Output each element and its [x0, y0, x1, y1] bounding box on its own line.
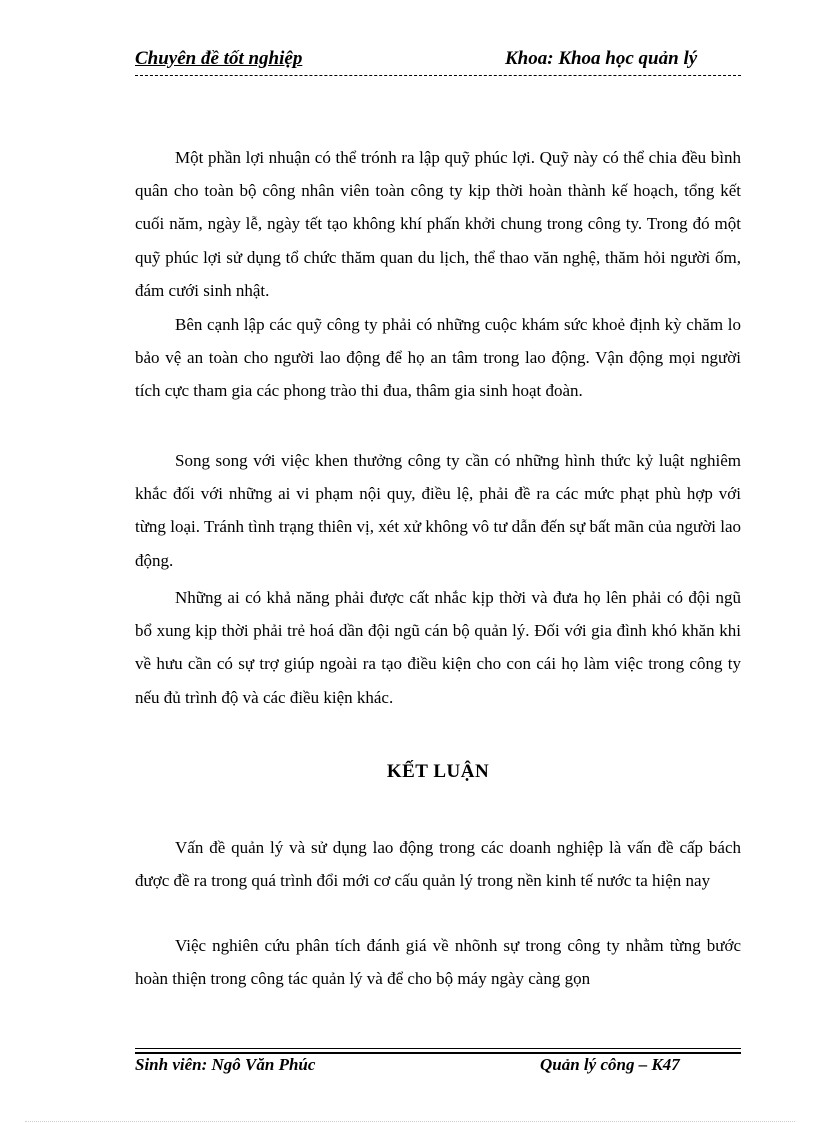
body-paragraph-1: Một phần lợi nhuận có thể trónh ra lập quỹ phúc lợi. Quỹ này có thể chia đều bình quân cho toàn bộ công nhân viên toàn công ty kịp thời hoàn thành kế hoạch, tổng kết cuối năm, ngày lễ, ngày tết tạo không khí phấn khởi chung trong công ty. Trong đó một quỹ phúc lợi sử dụng tổ chức thăm quan du lịch, thể thao văn nghệ, thăm hỏi người ốm, đám cưới sinh nhật.	[135, 148, 741, 300]
page-footer	[135, 1055, 741, 1079]
footer-student-name: Sinh viên: Ngô Văn Phúc	[135, 1055, 316, 1074]
header-document-title: Chuyên đề tốt nghiệp	[135, 48, 303, 69]
footer-divider-thin	[135, 1048, 741, 1049]
conclusion-paragraph-1: Vấn đề quản lý và sử dụng lao động trong các doanh nghiệp là vấn đề cấp bách được đề ra trong quá trình đổi mới cơ cấu quản lý trong nền kinh tế nước ta hiện nay	[135, 838, 741, 891]
header-faculty: Khoa: Khoa học quản lý	[505, 48, 698, 69]
page-bottom-edge	[25, 1121, 795, 1122]
body-paragraph-4: Những ai có khả năng phải được cất nhắc kịp thời và đưa họ lên phải có đội ngũ bổ xung kịp thời phải trẻ hoá dần đội ngũ cán bộ quản lý. Đối với gia đình khó khăn khi về hưu cần có sự trợ giúp ngoài ra tạo điều kiện cho con cái họ làm việc trong công ty nếu đủ trình độ và các điều kiện khác.	[135, 588, 741, 707]
conclusion-paragraph-2: Việc nghiên cứu phân tích đánh giá về nhõnh sự trong công ty nhằm từng bước hoàn thiện trong công tác quản lý và để cho bộ máy ngày càng gọn	[135, 936, 741, 989]
body-paragraph-2: Bên cạnh lập các quỹ công ty phải có những cuộc khám sức khoẻ định kỳ chăm lo bảo vệ an toàn cho người lao động để họ an tâm trong lao động. Vận động mọi người tích cực tham gia các phong trào thi đua, thâm gia sinh hoạt đoàn.	[135, 315, 741, 401]
footer-class: Quản lý công – K47	[540, 1055, 680, 1074]
header-divider	[135, 75, 741, 76]
footer-divider-thick	[135, 1052, 741, 1054]
body-paragraph-3: Song song với việc khen thưởng công ty cần có những hình thức kỷ luật nghiêm khắc đối với những ai vi phạm nội quy, điều lệ, phải đề ra các mức phạt phù hợp với từng loại. Tránh tình trạng thiên vị, xét xử không vô tư dẫn đến sự bất mãn của người lao động.	[135, 451, 741, 570]
page-header	[135, 48, 741, 74]
section-heading-conclusion: KẾT LUẬN	[386, 761, 490, 782]
